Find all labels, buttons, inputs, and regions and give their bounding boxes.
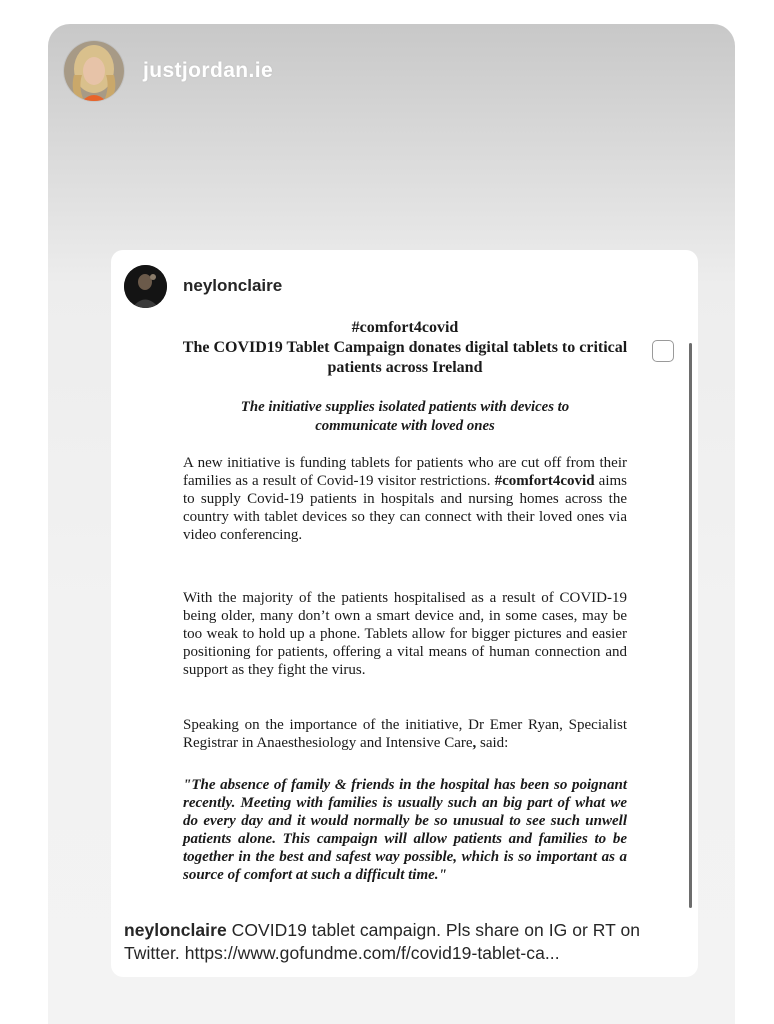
profile-photo-icon [64, 41, 124, 101]
profile-photo-icon [124, 265, 167, 308]
paragraph-text: said: [476, 735, 509, 752]
select-checkbox[interactable] [652, 340, 674, 362]
document-title: The COVID19 Tablet Campaign donates digital tablets to critical patients across Ireland [182, 339, 628, 376]
paragraph-text: Speaking on the importance of the initiative, Dr Emer Ryan, Specialist Registrar in Anaesthesiology and Intensive Care [183, 717, 627, 752]
story-username[interactable]: justjordan.ie [143, 59, 274, 82]
document-quote: "The absence of family & friends in the hospital has been so poignant recently. Meeting with families is usually such an big part of what we do every day and it would normally be so unusual to see such unwell patients alone. This campaign will allow patients and families to be together in the best and safest way possible, which is so important as a source of comfort at such a difficult time." [183, 777, 627, 884]
caption-username[interactable]: neylonclaire [124, 920, 227, 940]
paragraph-text: A new initiative is funding tablets for patients who are cut off from their families as a result of Covid-19 visitor restrictions. [183, 455, 627, 490]
story-avatar[interactable] [64, 41, 124, 101]
post-caption[interactable] [124, 919, 694, 965]
paragraph-hashtag: #comfort4covid [494, 473, 595, 490]
document-subtitle: The initiative supplies isolated patients with devices to communicate with loved ones [240, 399, 570, 434]
post-username[interactable]: neylonclaire [183, 276, 283, 295]
paragraph-text: aims to supply Covid-19 patients in hospitals and nursing homes across the country with tablet devices so they can connect with their loved ones via video conferencing. [183, 473, 627, 544]
story-header [64, 41, 273, 101]
post-header [124, 264, 282, 308]
post-avatar[interactable] [124, 265, 167, 308]
scrollbar[interactable] [689, 343, 692, 908]
document-paragraph [183, 716, 627, 752]
document-paragraph: With the majority of the patients hospitalised as a result of COVID-19 being older, many don’t own a smart device and, in some cases, may be too weak to hold up a phone. Tablets allow for bigger pictures and easier positioning for patients, offering a vital means of human connection and support as they fight the virus. [183, 590, 627, 679]
caption-text: COVID19 tablet campaign. Pls share on IG or RT on Twitter. https://www.gofundme.com/f/covid19-tablet-ca... [124, 920, 641, 963]
document-paragraph [183, 454, 627, 544]
paragraph-comma: , [472, 735, 477, 752]
document-hashtag: #comfort4covid [351, 319, 459, 336]
